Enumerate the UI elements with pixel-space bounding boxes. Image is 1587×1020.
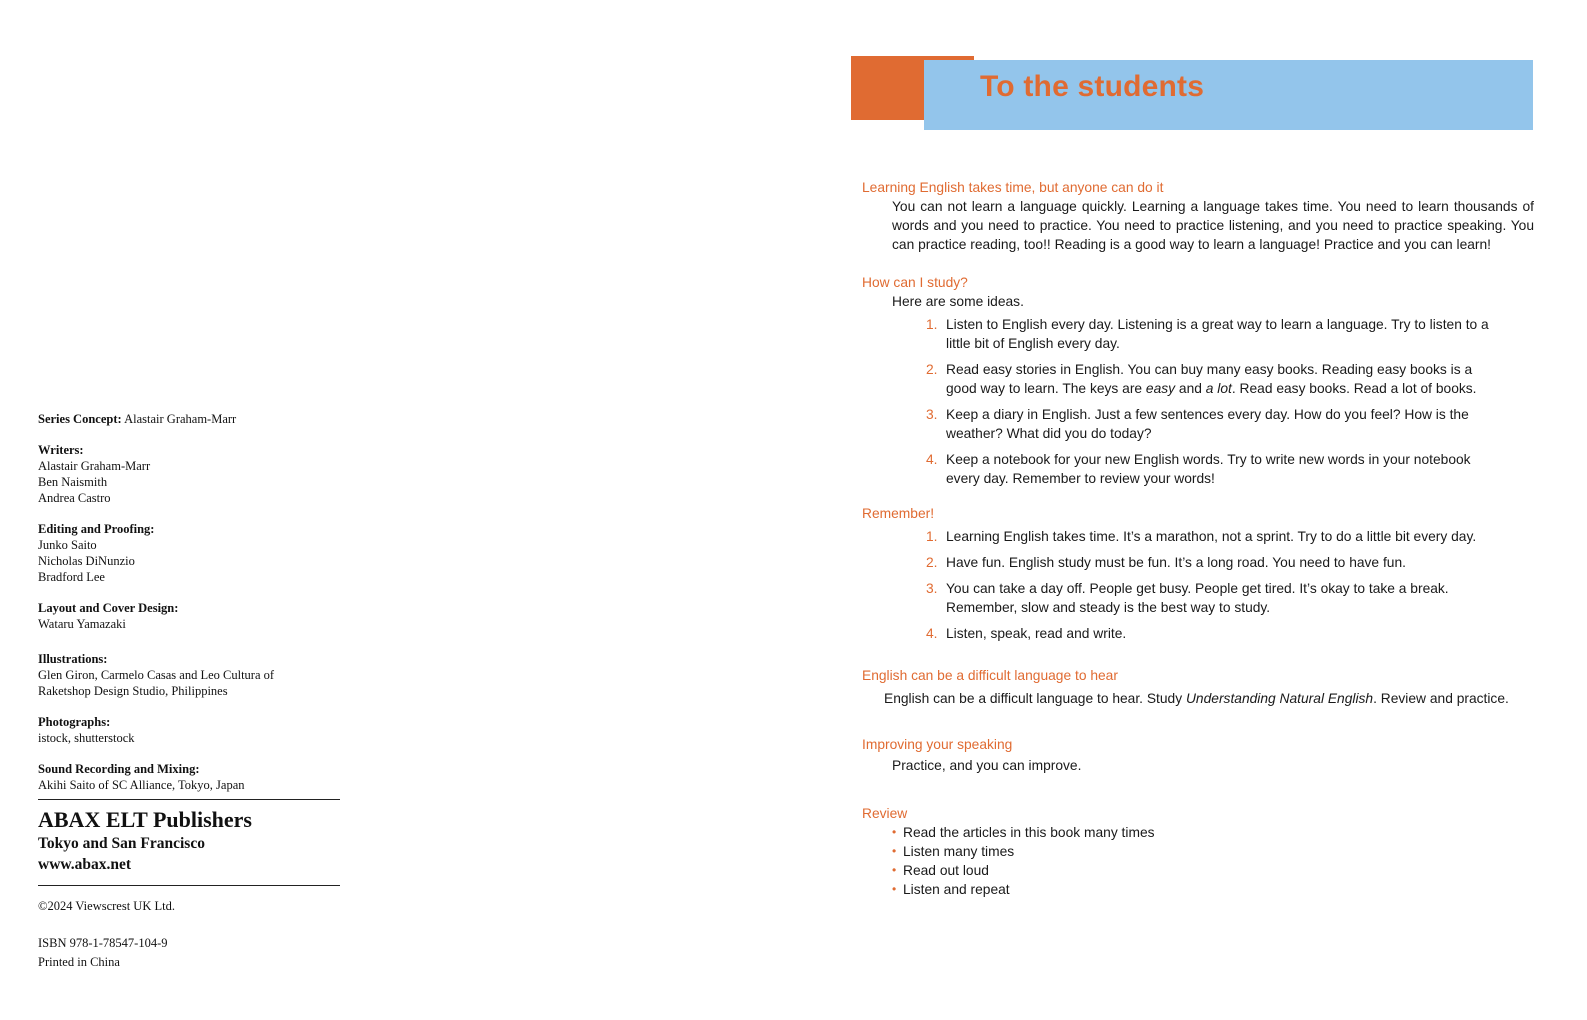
section-heading: English can be a difficult language to hear <box>862 668 1118 683</box>
credit-line: Glen Giron, Carmelo Casas and Leo Cultura of <box>38 668 275 682</box>
section-heading: Improving your speaking <box>862 737 1013 752</box>
list-item <box>862 360 1492 398</box>
list-text: Listen many times <box>903 844 1015 859</box>
credit-heading: Sound Recording and Mixing: <box>38 762 200 776</box>
list-item <box>862 880 1534 899</box>
list-item <box>862 624 1492 643</box>
list-item <box>862 553 1492 572</box>
credit-line: Nicholas DiNunzio <box>38 554 135 568</box>
list-number: 1. <box>926 317 938 332</box>
credit-heading: Photographs: <box>38 715 111 729</box>
list-item <box>862 315 1492 353</box>
section-learning <box>862 178 1534 254</box>
list-text: Read the articles in this book many times <box>903 825 1155 840</box>
list-text-part: Read easy stories in English. You can buy many easy books. Reading easy books is a good way to learn. The keys are <box>946 362 1473 396</box>
credit-line: Akihi Saito of SC Alliance, Tokyo, Japan <box>38 778 245 792</box>
list-text-part: . Read easy books. Read a lot of books. <box>1231 381 1477 396</box>
section-body: Practice, and you can improve. <box>892 758 1082 773</box>
credit-layout <box>38 600 340 632</box>
credit-writers <box>38 442 340 506</box>
list-item <box>862 579 1492 617</box>
section-remember <box>862 504 1534 643</box>
list-text-part: and <box>1175 381 1206 396</box>
list-text: Have fun. English study must be fun. It’s a long road. You need to have fun. <box>946 555 1406 570</box>
credit-illustrations <box>38 651 340 699</box>
list-text: Read out loud <box>903 863 989 878</box>
credit-line: istock, shutterstock <box>38 731 135 745</box>
list-text-emphasis: a lot <box>1205 381 1232 396</box>
list-item <box>862 823 1534 842</box>
section-speaking <box>862 735 1534 775</box>
credit-line: Ben Naismith <box>38 475 108 489</box>
list-item <box>862 405 1492 443</box>
isbn: ISBN 978-1-78547-104-9 <box>38 936 168 950</box>
list-item <box>862 450 1492 488</box>
list-item <box>862 861 1534 880</box>
series-concept-value: Alastair Graham-Marr <box>124 412 237 426</box>
bullet-icon: • <box>892 863 897 877</box>
bullet-icon: • <box>892 882 897 896</box>
list-number: 4. <box>926 626 938 641</box>
bullet-icon: • <box>892 844 897 858</box>
copyright: ©2024 Viewscrest UK Ltd. <box>38 899 175 913</box>
publisher-url: www.abax.net <box>38 856 132 873</box>
section-heading: How can I study? <box>862 275 968 290</box>
section-heading: Review <box>862 806 908 821</box>
credit-line: Bradford Lee <box>38 570 105 584</box>
credit-editing <box>38 521 340 585</box>
page-title: To the students <box>980 70 1205 103</box>
section-review <box>862 804 1534 899</box>
list-text: Listen to English every day. Listening is a great way to learn a language. Try to listen to a little bit of English every day. <box>946 317 1489 351</box>
credit-line: Junko Saito <box>38 538 97 552</box>
publisher-city: Tokyo and San Francisco <box>38 835 205 852</box>
series-concept-label: Series Concept: <box>38 412 122 426</box>
section-hear <box>862 666 1534 708</box>
credit-line: Wataru Yamazaki <box>38 617 126 631</box>
list-number: 3. <box>926 407 938 422</box>
section-heading: Remember! <box>862 506 935 521</box>
bullet-icon: • <box>892 825 897 839</box>
divider <box>38 885 340 886</box>
section-heading: Learning English takes time, but anyone can do it <box>862 180 1164 195</box>
list-number: 1. <box>926 529 938 544</box>
body-text-part: English can be a difficult language to hear. Study <box>884 691 1186 706</box>
list-number: 3. <box>926 581 938 596</box>
credits-column <box>38 411 340 970</box>
section-body <box>862 689 1534 708</box>
title-banner <box>851 56 1535 131</box>
study-list <box>862 315 1534 488</box>
list-text: Listen, speak, read and write. <box>946 626 1127 641</box>
credit-line: Raketshop Design Studio, Philippines <box>38 684 228 698</box>
credit-line: Alastair Graham-Marr <box>38 459 151 473</box>
credit-photographs <box>38 714 340 746</box>
list-text: Learning English takes time. It’s a marathon, not a sprint. Try to do a little bit every day. <box>946 529 1477 544</box>
list-text-emphasis: easy <box>1145 381 1176 396</box>
credit-sound <box>38 761 340 793</box>
section-intro: Here are some ideas. <box>892 294 1024 309</box>
list-number: 2. <box>926 362 938 377</box>
list-item <box>862 527 1492 546</box>
list-text: Listen and repeat <box>903 882 1010 897</box>
credit-line: Andrea Castro <box>38 491 111 505</box>
publisher-block <box>38 800 340 885</box>
credit-heading: Layout and Cover Design: <box>38 601 179 615</box>
list-item <box>862 842 1534 861</box>
body-text-part: . Review and practice. <box>1373 691 1509 706</box>
series-concept <box>38 411 340 427</box>
remember-list <box>862 527 1534 643</box>
credit-heading: Illustrations: <box>38 652 108 666</box>
list-text: Keep a notebook for your new English words. Try to write new words in your notebook every day. Remember to review your words! <box>946 452 1471 486</box>
list-text: Keep a diary in English. Just a few sentences every day. How do you feel? How is the weather? What did you do today? <box>946 407 1469 441</box>
list-number: 2. <box>926 555 938 570</box>
printed-in: Printed in China <box>38 955 120 969</box>
publisher-name: ABAX ELT Publishers <box>38 807 252 832</box>
list-text: You can take a day off. People get busy. People get tired. It’s okay to take a break. Remember, slow and steady is the best way to study. <box>946 581 1449 615</box>
section-study <box>862 273 1534 488</box>
list-text <box>946 360 1492 398</box>
section-body: You can not learn a language quickly. Learning a language takes time. You need to learn thousands of words and you need to practice. You need to practice listening, and you need to practice speaking. You can practice reading, too!! Reading is a good way to learn a language! Practice and you can learn! <box>892 199 1534 252</box>
credit-heading: Editing and Proofing: <box>38 522 155 536</box>
list-number: 4. <box>926 452 938 467</box>
review-list <box>862 823 1534 899</box>
credit-heading: Writers: <box>38 443 84 457</box>
book-title: Understanding Natural English <box>1185 691 1374 706</box>
